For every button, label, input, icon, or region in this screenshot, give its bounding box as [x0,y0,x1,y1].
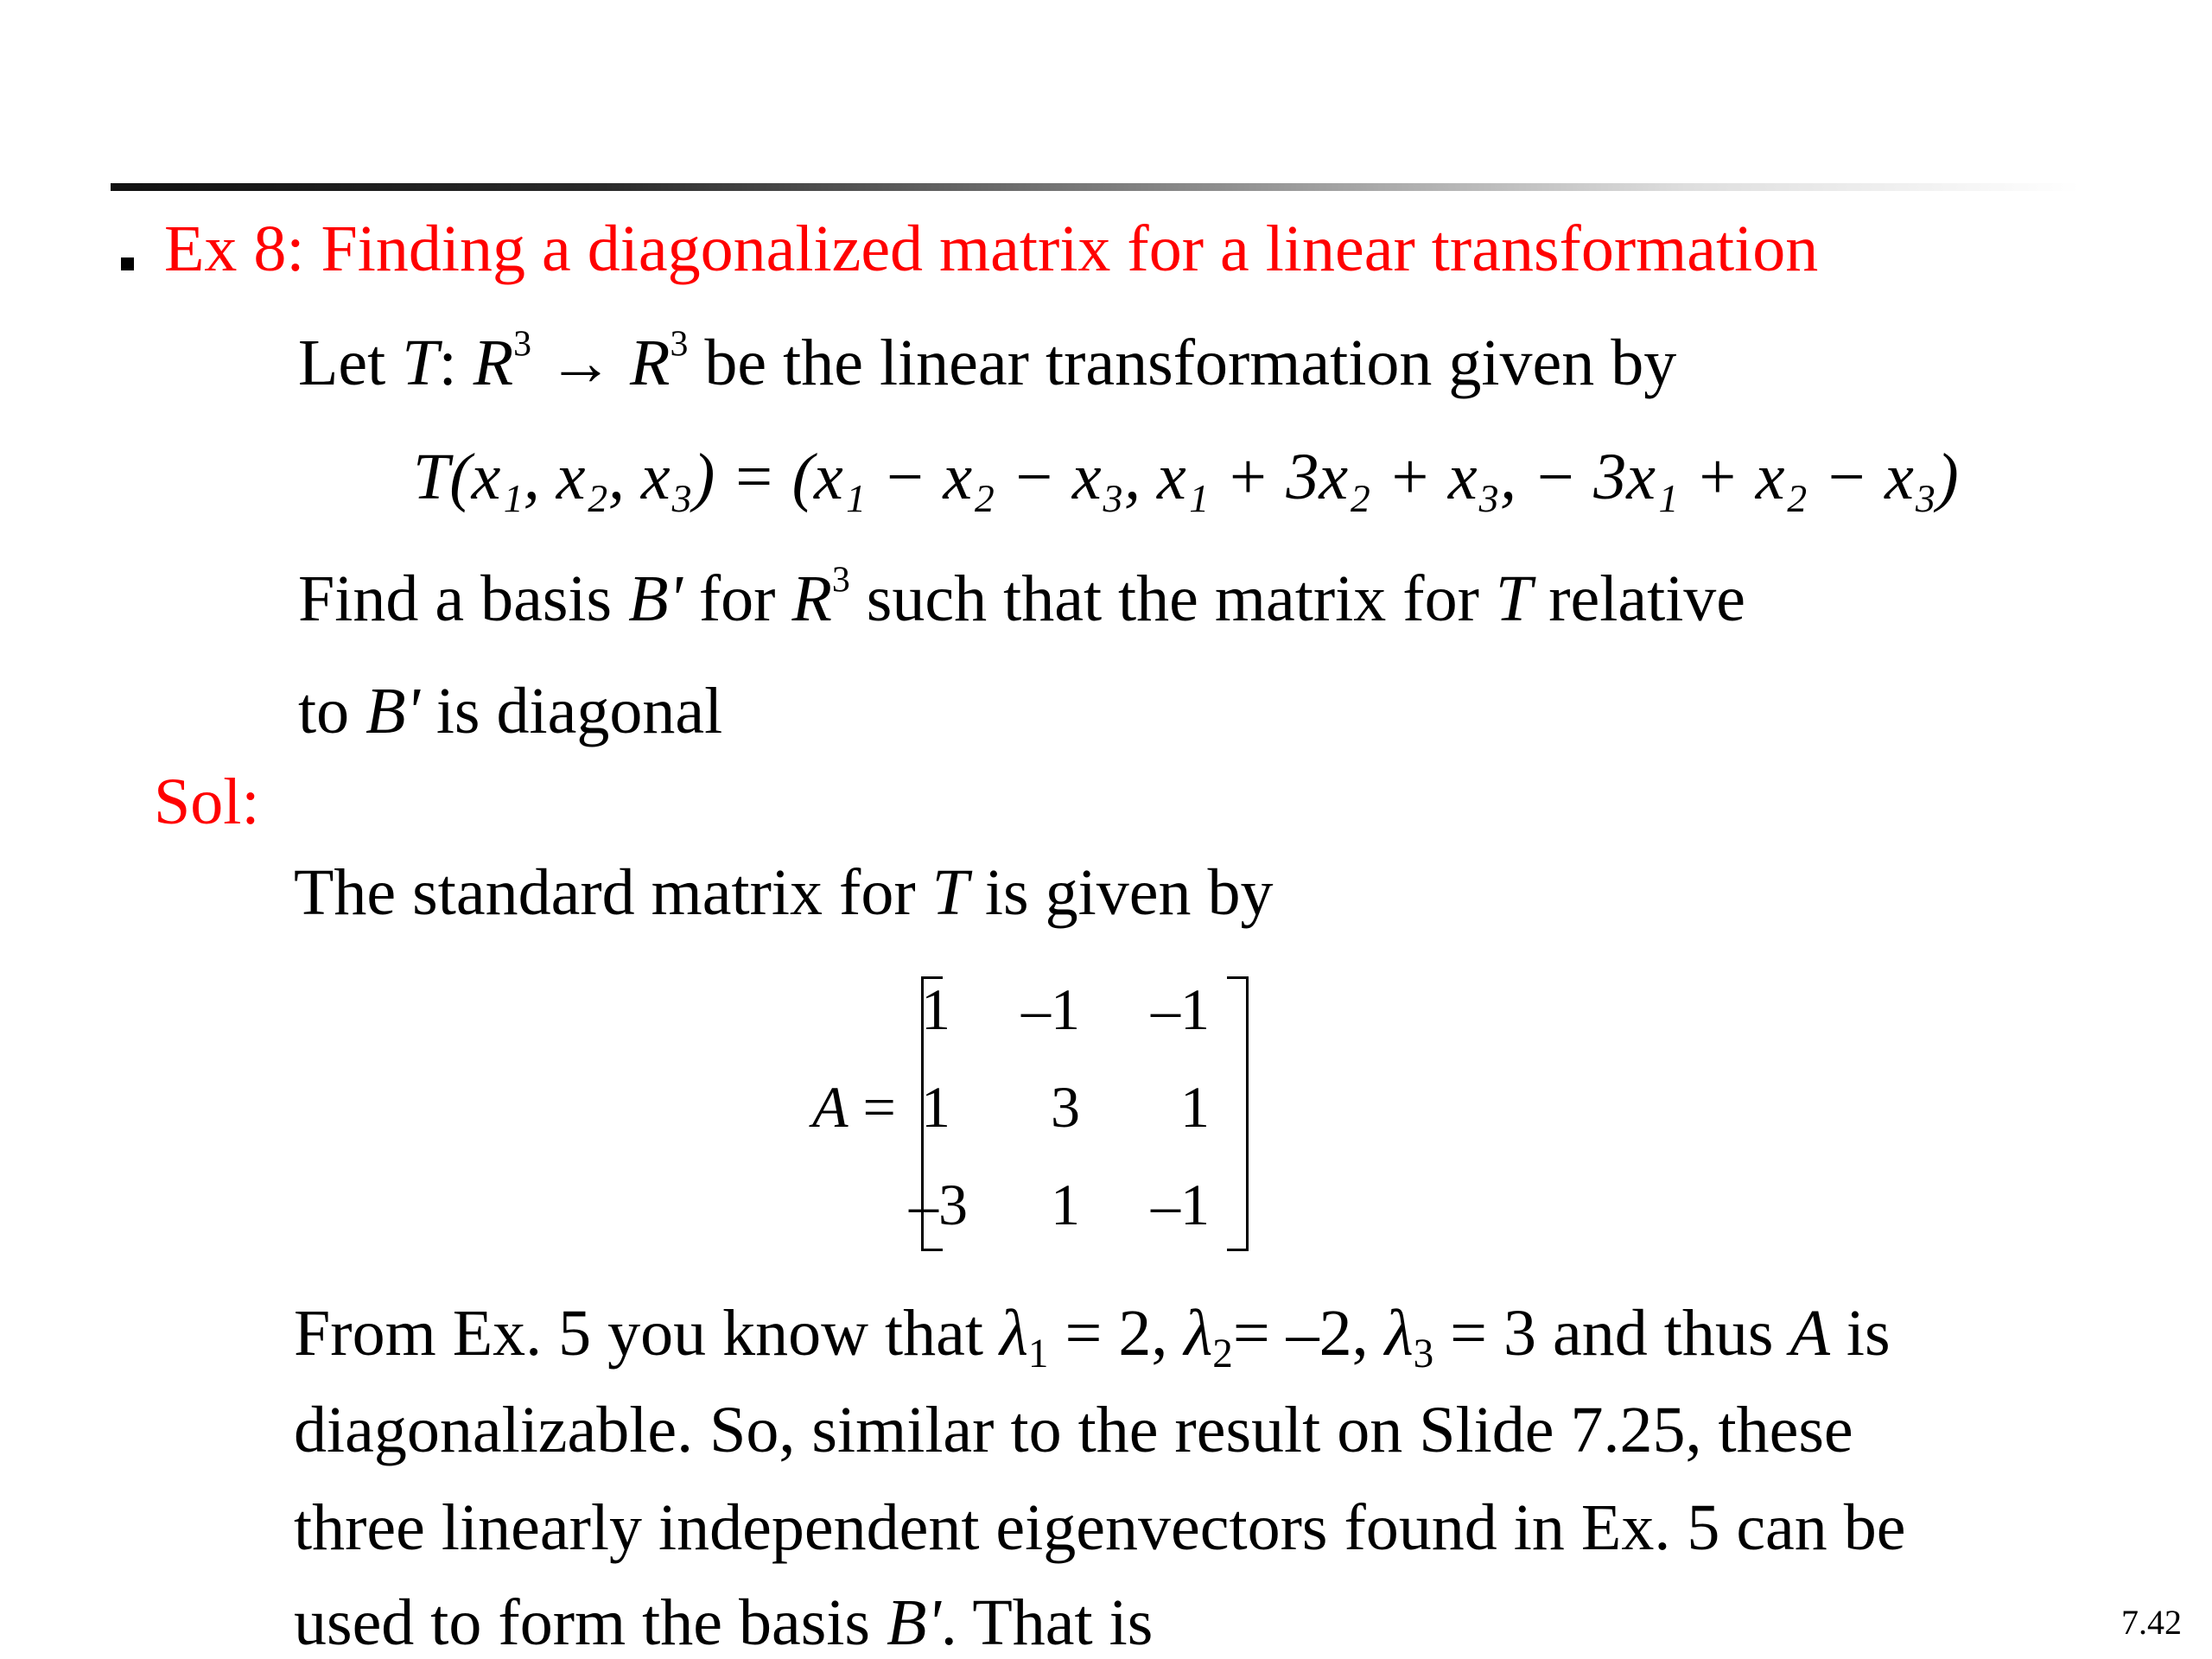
matrix-cell: 1 [921,976,950,1042]
paragraph-line-4: used to form the basis B'. That is [294,1586,1154,1659]
problem-line-4: to B' is diagonal [298,675,723,747]
matrix-cell: 3 [1051,1074,1080,1140]
paragraph-line-3: three linearly independent eigenvectors found in Ex. 5 can be [294,1491,1906,1564]
matrix-cell: –3 [909,1172,968,1237]
standard-matrix [812,969,1305,1255]
matrix-right-bracket [1227,976,1249,1251]
solution-label: Sol: [154,766,260,838]
paragraph-line-2: diagonalizable. So, similar to the result on Slide 7.25, these [294,1394,1853,1466]
matrix-cell: –1 [1021,976,1080,1042]
title-divider [111,183,2081,191]
standard-matrix-intro: The standard matrix for T is given by [294,856,1274,929]
transformation-equation: T(x₁, x₂, x₃) = (x₁ − x₂ − x₃, x₁ + 3x₂ + x₃, − 3x₁ + x₂ − x₃) [413,441,1959,513]
matrix-cell: –1 [1151,1172,1210,1237]
example-heading: Ex 8: Finding a diagonalized matrix for a linear transformation [164,213,1819,285]
matrix-cell: 1 [1180,1074,1210,1140]
problem-line-3: Find a basis B' for $R^3$ such that the matrix for T relative [298,560,1746,635]
matrix-label: A = [812,1074,896,1140]
page-number: 7.42 [2121,1603,2182,1642]
problem-line-1: Let T: $R^3 \to R^3$ be the linear transformation given by [298,324,1677,399]
paragraph-line-1: From Ex. 5 you know that $\lambda_1 = 2$, $\lambda_2= -2$, $\lambda_3 = 3$ and thus A is [294,1297,1891,1377]
matrix-cell: –1 [1151,976,1210,1042]
matrix-cell: 1 [921,1074,950,1140]
bullet-icon [121,257,134,270]
matrix-cell: 1 [1051,1172,1080,1237]
